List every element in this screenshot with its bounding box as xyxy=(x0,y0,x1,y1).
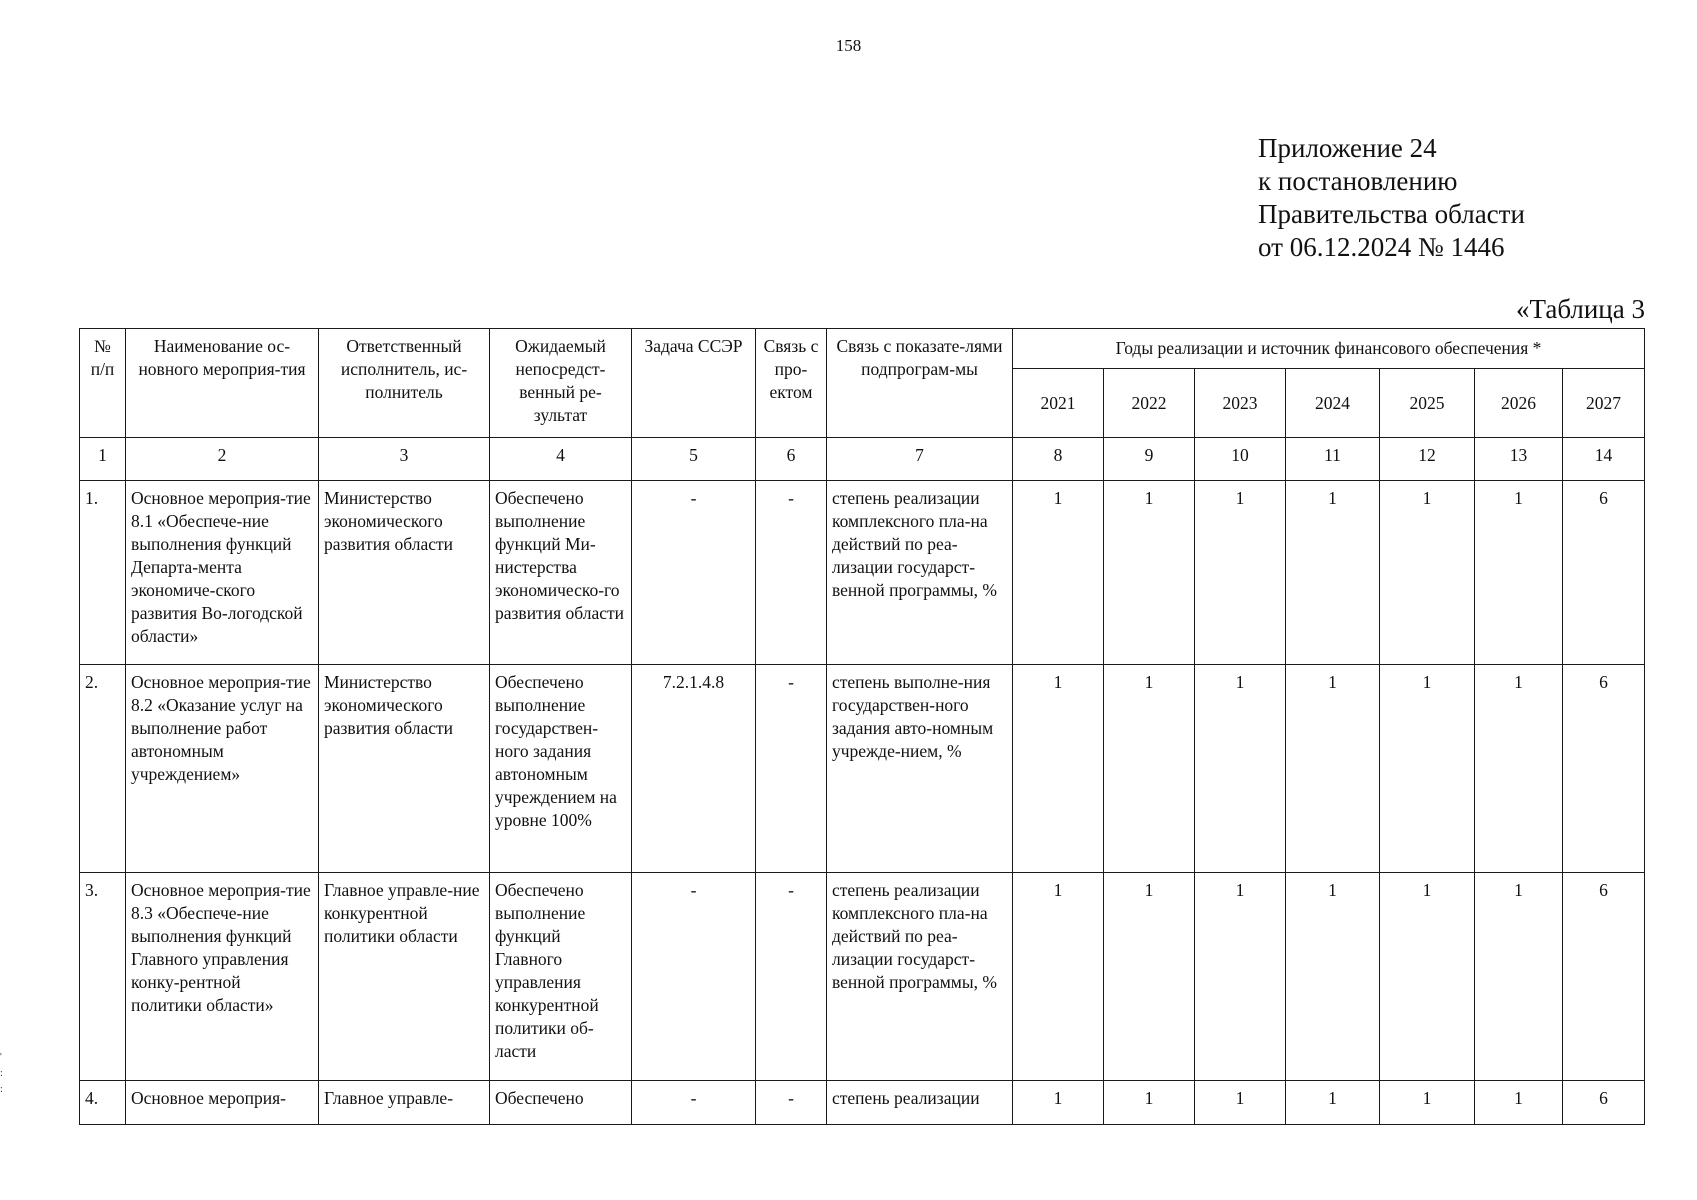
row-year-value: 1 xyxy=(1380,873,1475,1081)
row-year-value: 1 xyxy=(1195,873,1286,1081)
column-number: 7 xyxy=(827,438,1013,481)
row-year-value: 1 xyxy=(1286,1081,1380,1125)
row-num: 2. xyxy=(80,665,126,873)
row-year-value: 6 xyxy=(1563,481,1645,665)
row-num: 3. xyxy=(80,873,126,1081)
table-row xyxy=(80,665,1645,873)
header-row xyxy=(80,329,1645,369)
row-year-value: 1 xyxy=(1013,1081,1104,1125)
row-name: Основное мероприя-тие 8.2 «Оказание услуг на выполнение работ автономным учреждением» xyxy=(126,665,319,873)
row-name: Основное мероприя- xyxy=(126,1081,319,1125)
row-year-value: 1 xyxy=(1475,665,1563,873)
appendix-block xyxy=(1258,132,1525,264)
header-years-group: Годы реализации и источник финансового обеспечения * xyxy=(1013,329,1645,369)
header-name: Наименование ос-новного мероприя-тия xyxy=(126,329,319,438)
header-year: 2027 xyxy=(1563,369,1645,438)
column-number: 6 xyxy=(756,438,827,481)
row-year-value: 1 xyxy=(1475,481,1563,665)
column-number: 11 xyxy=(1286,438,1380,481)
row-year-value: 1 xyxy=(1380,481,1475,665)
row-task: - xyxy=(632,1081,756,1125)
row-name: Основное мероприя-тие 8.3 «Обеспече-ние выполнения функций Главного управления конку-рентной политики области» xyxy=(126,873,319,1081)
row-year-value: 1 xyxy=(1104,481,1195,665)
row-task: - xyxy=(632,481,756,665)
column-number: 1 xyxy=(80,438,126,481)
row-result: Обеспечено выполнение функций Главного управления конкурентной политики об-ласти xyxy=(490,873,632,1081)
row-year-value: 1 xyxy=(1195,481,1286,665)
row-year-value: 1 xyxy=(1104,1081,1195,1125)
activities-table xyxy=(79,328,1645,1125)
header-year: 2023 xyxy=(1195,369,1286,438)
column-number: 2 xyxy=(126,438,319,481)
row-project: - xyxy=(756,665,827,873)
row-task: - xyxy=(632,873,756,1081)
header-year: 2021 xyxy=(1013,369,1104,438)
appendix-line-1: Приложение 24 xyxy=(1258,133,1437,163)
appendix-line-4: от 06.12.2024 № 1446 xyxy=(1258,232,1505,262)
row-indicator: степень выполне-ния государствен-ного задания авто-номным учрежде-нием, % xyxy=(827,665,1013,873)
header-responsible: Ответственный исполнитель, ис-полнитель xyxy=(319,329,490,438)
row-year-value: 1 xyxy=(1286,873,1380,1081)
row-indicator: степень реализации xyxy=(827,1081,1013,1125)
row-result: Обеспечено xyxy=(490,1081,632,1125)
row-year-value: 6 xyxy=(1563,665,1645,873)
column-numbers-row xyxy=(80,438,1645,481)
header-project: Связь с про-ектом xyxy=(756,329,827,438)
row-indicator: степень реализации комплексного пла-на действий по реа-лизации государст-венной программы, % xyxy=(827,481,1013,665)
row-year-value: 1 xyxy=(1104,873,1195,1081)
row-year-value: 6 xyxy=(1563,1081,1645,1125)
row-year-value: 1 xyxy=(1104,665,1195,873)
row-name: Основное мероприя-тие 8.1 «Обеспече-ние выполнения функций Департа-мента экономиче-ского развития Во-логодской области» xyxy=(126,481,319,665)
column-number: 3 xyxy=(319,438,490,481)
row-result: Обеспечено выполнение функций Ми-нистерства экономическо-го развития области xyxy=(490,481,632,665)
row-year-value: 1 xyxy=(1195,1081,1286,1125)
header-year: 2022 xyxy=(1104,369,1195,438)
page-number: 158 xyxy=(835,36,862,55)
row-responsible: Главное управле-ние конкурентной политики области xyxy=(319,873,490,1081)
row-year-value: 6 xyxy=(1563,873,1645,1081)
row-project: - xyxy=(756,1081,827,1125)
row-year-value: 1 xyxy=(1475,1081,1563,1125)
appendix-line-3: Правительства области xyxy=(1258,199,1525,229)
row-year-value: 1 xyxy=(1013,665,1104,873)
scan-edge-marks: ' : : xyxy=(0,1052,3,1095)
row-project: - xyxy=(756,481,827,665)
table-row xyxy=(80,873,1645,1081)
row-year-value: 1 xyxy=(1286,481,1380,665)
column-number: 4 xyxy=(490,438,632,481)
column-number: 8 xyxy=(1013,438,1104,481)
row-task: 7.2.1.4.8 xyxy=(632,665,756,873)
row-year-value: 1 xyxy=(1380,1081,1475,1125)
column-number: 12 xyxy=(1380,438,1475,481)
row-result: Обеспечено выполнение государствен-ного задания автономным учреждением на уровне 100% xyxy=(490,665,632,873)
row-responsible: Министерство экономического развития области xyxy=(319,665,490,873)
row-indicator: степень реализации комплексного пла-на действий по реа-лизации государст-венной программы, % xyxy=(827,873,1013,1081)
row-year-value: 1 xyxy=(1013,481,1104,665)
header-result: Ожидаемый непосредст-венный ре-зультат xyxy=(490,329,632,438)
header-indicators: Связь с показате-лями подпрограм-мы xyxy=(827,329,1013,438)
table-row xyxy=(80,1081,1645,1125)
column-number: 13 xyxy=(1475,438,1563,481)
row-responsible: Министерство экономического развития области xyxy=(319,481,490,665)
row-num: 4. xyxy=(80,1081,126,1125)
header-task: Задача ССЭР xyxy=(632,329,756,438)
row-year-value: 1 xyxy=(1380,665,1475,873)
column-number: 14 xyxy=(1563,438,1645,481)
table-row xyxy=(80,481,1645,665)
header-year: 2026 xyxy=(1475,369,1563,438)
header-num: № п/п xyxy=(80,329,126,438)
row-num: 1. xyxy=(80,481,126,665)
column-number: 5 xyxy=(632,438,756,481)
row-year-value: 1 xyxy=(1475,873,1563,1081)
row-responsible: Главное управле- xyxy=(319,1081,490,1125)
row-year-value: 1 xyxy=(1195,665,1286,873)
column-number: 10 xyxy=(1195,438,1286,481)
row-project: - xyxy=(756,873,827,1081)
table-label: «Таблица 3 xyxy=(1516,294,1645,324)
header-year: 2024 xyxy=(1286,369,1380,438)
column-number: 9 xyxy=(1104,438,1195,481)
row-year-value: 1 xyxy=(1286,665,1380,873)
appendix-line-2: к постановлению xyxy=(1258,166,1458,196)
row-year-value: 1 xyxy=(1013,873,1104,1081)
header-year: 2025 xyxy=(1380,369,1475,438)
